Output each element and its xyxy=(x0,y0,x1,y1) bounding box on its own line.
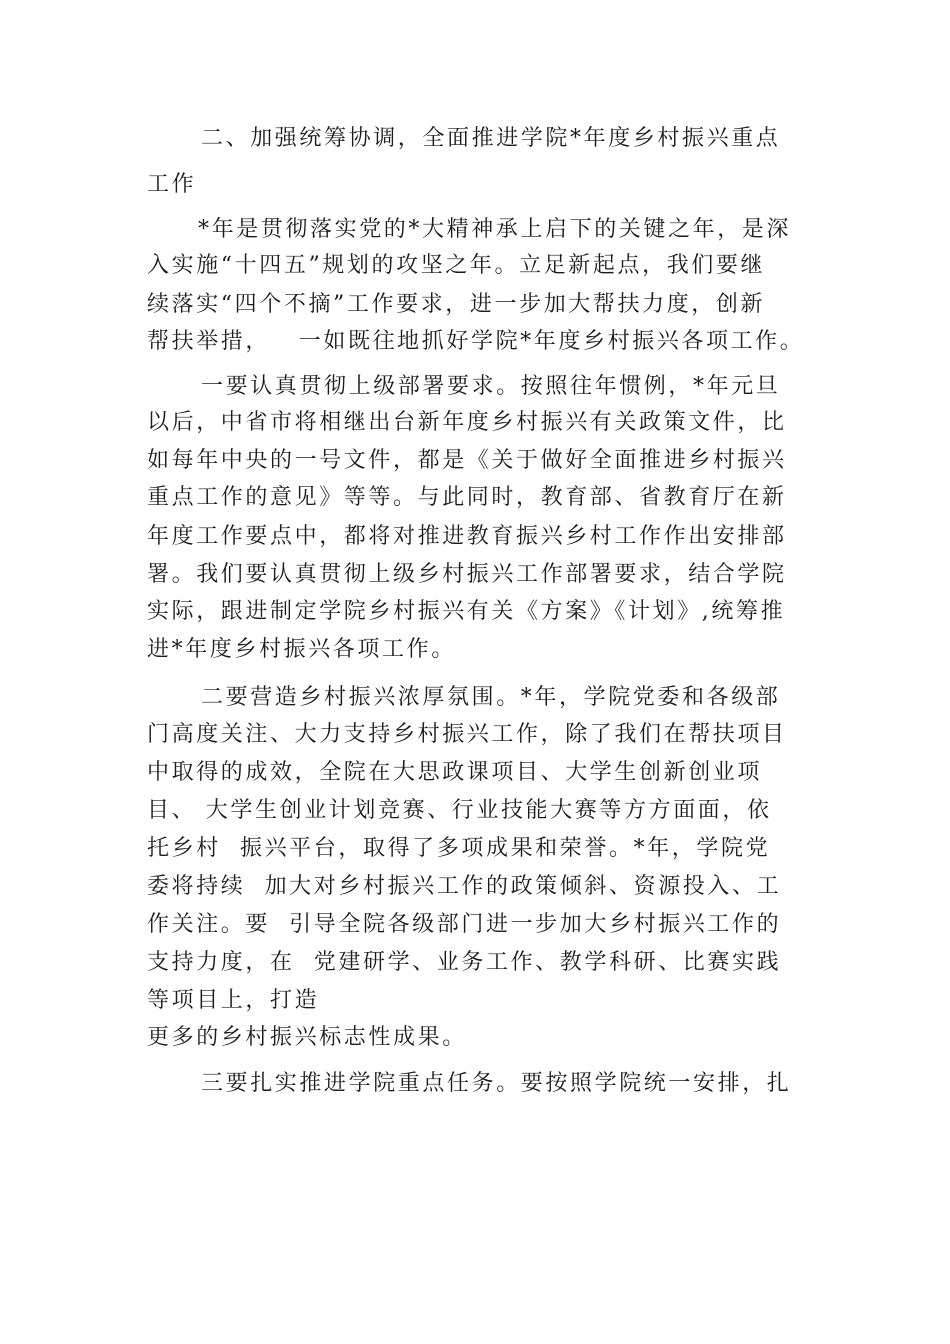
paragraph-line: 帮扶举措， 一如既往地抓好学院*年度乡村振兴各项工作。 xyxy=(147,329,805,354)
paragraph-line: 一要认真贯彻上级部署要求。按照往年惯例，*年元旦 xyxy=(201,374,781,399)
section-heading: 二、加强统筹协调，全面推进学院*年度乡村振兴重点 xyxy=(201,126,781,151)
paragraph-line: 如每年中央的一号文件，都是《关于做好全面推进乡村振兴 xyxy=(147,448,787,473)
paragraph-line: 二要营造乡村振兴浓厚氛围。*年，学院党委和各级部 xyxy=(201,685,781,710)
paragraph-line: 托乡村 振兴平台，取得了多项成果和荣誉。*年，学院党 xyxy=(147,836,771,861)
paragraph-line: 支持力度，在 党建研学、业务工作、教学科研、比赛实践 xyxy=(147,950,782,975)
paragraph-line: 更多的乡村振兴标志性成果。 xyxy=(147,1025,467,1050)
paragraph-line: *年是贯彻落实党的*大精神承上启下的关键之年，是深 xyxy=(198,217,792,242)
paragraph-line: 三要扎实推进学院重点任务。要按照学院统一安排，扎 xyxy=(201,1071,792,1096)
paragraph-line: 等项目上，打造 xyxy=(147,988,320,1013)
paragraph-line: 目、 大学生创业计划竞赛、行业技能大赛等方方面面，依 xyxy=(147,798,772,823)
paragraph-line: 署。我们要认真贯彻上级乡村振兴工作部署要求，结合学院 xyxy=(147,562,787,587)
paragraph-line: 年度工作要点中，都将对推进教育振兴乡村工作作出安排部 xyxy=(147,524,787,549)
paragraph-line: 门高度关注、大力支持乡村振兴工作，除了我们在帮扶项目 xyxy=(147,722,787,747)
paragraph-line: 进*年度乡村振兴各项工作。 xyxy=(147,637,456,662)
paragraph-line: 以后，中省市将相继出台新年度乡村振兴有关政策文件，比 xyxy=(147,410,787,435)
paragraph-line: 入实施“十四五”规划的攻坚之年。立足新起点，我们要继 xyxy=(147,253,766,278)
paragraph-line: 中取得的成效，全院在大思政课项目、大学生创新创业项 xyxy=(147,760,763,785)
paragraph-line: 委将持续 加大对乡村振兴工作的政策倾斜、资源投入、工 xyxy=(147,874,782,899)
section-heading-continued: 工作 xyxy=(147,172,197,197)
paragraph-line: 重点工作的意见》等等。与此同时，教育部、省教育厅在新 xyxy=(147,485,787,510)
paragraph-line: 作关注。要 引导全院各级部门进一步加大乡村振兴工作的 xyxy=(147,912,782,937)
paragraph-line: 续落实“四个不摘”工作要求，进一步加大帮扶力度，创新 xyxy=(147,292,766,317)
paragraph-line: 实际，跟进制定学院乡村振兴有关《方案》《计划》,统筹推 xyxy=(147,599,786,624)
